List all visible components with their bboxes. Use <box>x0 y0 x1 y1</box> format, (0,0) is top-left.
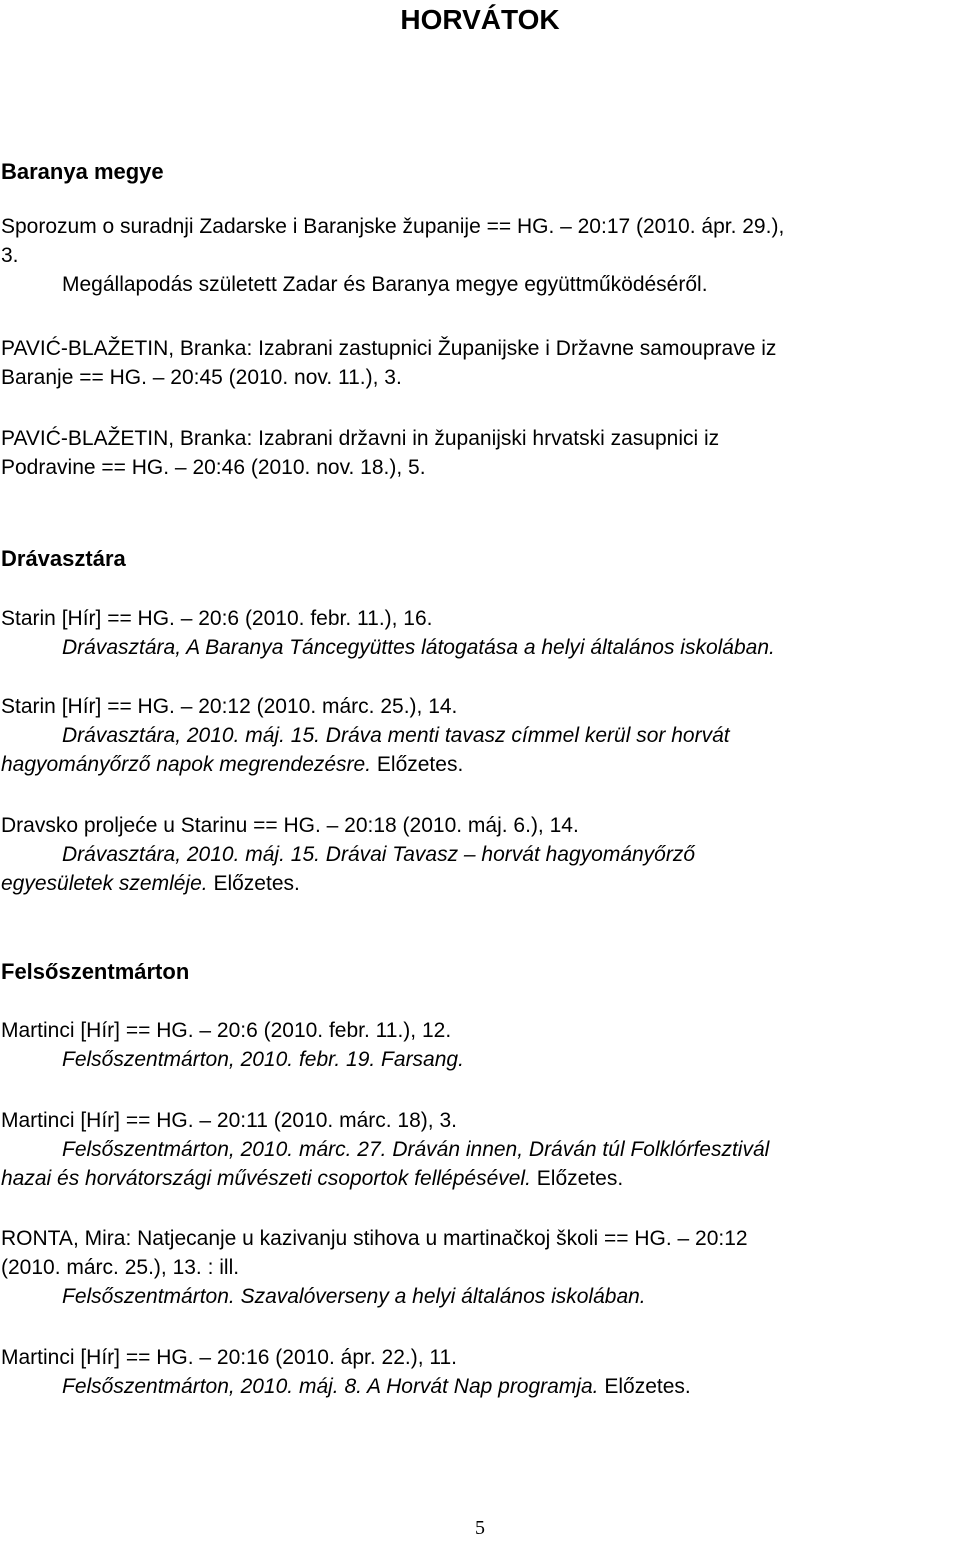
entry-citation: Dravsko proljeće u Starinu == HG. ‒ 20:18 (2010. máj. 6.), 14. <box>1 814 579 837</box>
entry-citation: Martinci [Hír] == HG. ‒ 20:11 (2010. márc. 18), 3. <box>1 1109 457 1132</box>
entry-citation: PAVIĆ-BLAŽETIN, Branka: Izabrani državni in županijski hrvatski zasupnici iz <box>1 427 720 450</box>
entry-annotation: Drávasztára, A Baranya Táncegyüttes látogatása a helyi általános iskolában. <box>62 636 775 659</box>
bibliographic-entry <box>1 604 953 662</box>
bibliographic-entry <box>1 1016 953 1074</box>
entry-status: Előzetes. <box>213 872 300 895</box>
entry-annotation: Felsőszentmárton, 2010. márc. 27. Dráván innen, Dráván túl Folklórfesztivál <box>62 1138 770 1161</box>
entry-status: Előzetes. <box>376 753 464 776</box>
entry-annotation: Felsőszentmárton. Szavalóverseny a helyi általános iskolában. <box>62 1285 646 1308</box>
entry-status: Előzetes. <box>536 1167 624 1190</box>
page-number: 5 <box>475 1517 485 1539</box>
entry-citation: Martinci [Hír] == HG. ‒ 20:16 (2010. ápr. 22.), 11. <box>1 1346 458 1369</box>
bibliographic-entry <box>1 334 953 392</box>
entry-annotation: Felsőszentmárton, 2010. febr. 19. Farsang. <box>62 1048 464 1071</box>
entry-citation: Starin [Hír] == HG. ‒ 20:12 (2010. márc. 25.), 14. <box>1 695 458 718</box>
bibliographic-entry <box>1 811 953 898</box>
entry-citation: Martinci [Hír] == HG. ‒ 20:6 (2010. febr. 11.), 12. <box>1 1019 452 1042</box>
entry-citation: PAVIĆ-BLAŽETIN, Branka: Izabrani zastupnici Županijske i Državne samouprave iz <box>1 337 777 360</box>
bibliographic-entry <box>1 212 953 299</box>
bibliographic-entry <box>1 692 953 779</box>
bibliographic-entry <box>1 1343 953 1401</box>
entry-annotation: Drávasztára, 2010. máj. 15. Dráva menti tavasz címmel kerül sor horvát <box>62 724 730 747</box>
page-title: HORVÁTOK <box>400 4 560 35</box>
section-heading-felsoszentmarton: Felsőszentmárton <box>1 959 190 984</box>
bibliographic-entry <box>1 424 953 482</box>
entry-annotation: Megállapodás született Zadar és Baranya megye együttműködéséről. <box>62 273 708 296</box>
section-heading-baranya: Baranya megye <box>1 159 164 184</box>
entry-citation: Starin [Hír] == HG. ‒ 20:6 (2010. febr. 11.), 16. <box>1 607 433 630</box>
entry-citation-cont: Podravine == HG. ‒ 20:46 (2010. nov. 18.), 5. <box>1 456 426 479</box>
entry-annotation-cont: hagyományőrző napok megrendezésre. <box>1 753 372 776</box>
entry-citation: RONTA, Mira: Natjecanje u kazivanju stihova u martinačkoj školi == HG. ‒ 20:12 <box>1 1227 748 1250</box>
entry-annotation-cont: hazai és horvátországi művészeti csoportok fellépésével. <box>1 1167 531 1190</box>
entry-annotation-cont: egyesületek szemléje. <box>1 872 208 895</box>
entry-citation-cont: Baranje == HG. ‒ 20:45 (2010. nov. 11.), 3. <box>1 366 402 389</box>
bibliographic-entry <box>1 1106 953 1193</box>
entry-citation-cont: (2010. márc. 25.), 13. : ill. <box>1 1256 240 1279</box>
entry-citation: Sporozum o suradnji Zadarske i Baranjske županije == HG. ‒ 20:17 (2010. ápr. 29.), <box>1 215 785 238</box>
entry-citation-cont: 3. <box>1 244 19 267</box>
entry-annotation: Felsőszentmárton, 2010. máj. 8. A Horvát Nap programja. <box>62 1375 599 1398</box>
section-heading-dravasztara: Drávasztára <box>1 546 126 571</box>
entry-annotation: Drávasztára, 2010. máj. 15. Drávai Tavasz ‒ horvát hagyományőrző <box>62 843 696 866</box>
entry-status: Előzetes. <box>604 1375 691 1398</box>
bibliographic-entry <box>1 1224 953 1311</box>
